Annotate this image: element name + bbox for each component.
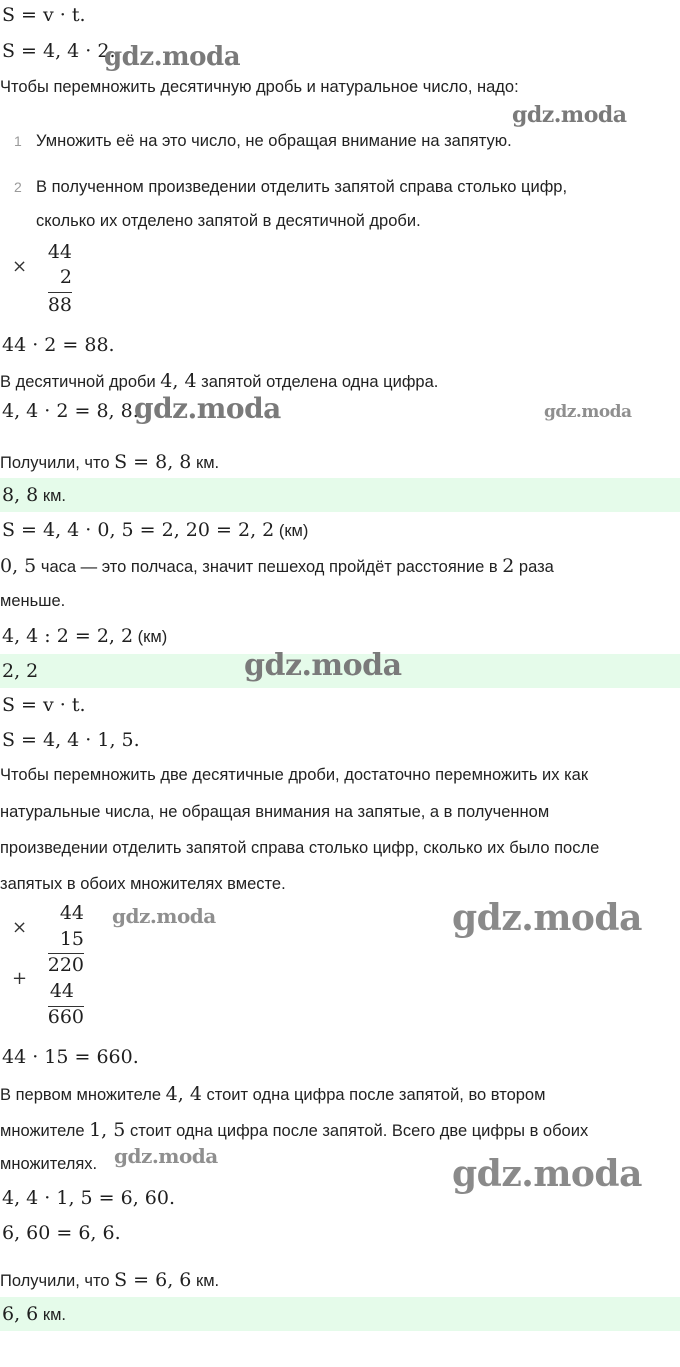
answer-math: 8, 8 (2, 484, 39, 506)
watermark-logo: gdz.moda (512, 102, 627, 128)
watermark-logo: gdz.moda (114, 1144, 218, 1168)
column-result: 660 (47, 1006, 84, 1028)
list-text: Умножить её на это число, не обращая внимание на запятую. (36, 132, 512, 150)
answer-line (2, 1303, 66, 1325)
answer-unit: км. (38, 1306, 66, 1324)
got-unit: км. (191, 454, 220, 472)
got-text: Получили, что (0, 1272, 115, 1290)
column-rule (48, 292, 72, 293)
explain-text: раза (514, 558, 554, 576)
rule-line: произведении отделить запятой справа столько цифр, сколько их было после (0, 839, 600, 857)
got-unit: км. (191, 1272, 220, 1290)
rule-line: запятых в обоих множителях вместе. (0, 875, 286, 893)
note-text: запятой отделена одна цифра. (196, 373, 439, 391)
decimal-result-line: 4, 4 · 1, 5 = 6, 60. (2, 1187, 176, 1209)
column-top: 44 (47, 241, 72, 263)
column-result: 88 (47, 294, 72, 316)
watermark-logo: gdz.moda (544, 402, 632, 422)
answer-box (0, 478, 680, 512)
product-line: 44 · 2 = 88. (2, 334, 115, 356)
answer-box (0, 1297, 680, 1331)
formula-unit: (км) (274, 522, 309, 540)
explain-math: 2 (502, 555, 515, 577)
formula-line (2, 519, 308, 541)
note-text: В первом множителе (0, 1086, 166, 1104)
explain-line (0, 555, 554, 577)
got-text: Получили, что (0, 454, 115, 472)
list-item (14, 178, 567, 197)
rule-text: Чтобы перемножить десятичную дробь и натуральное число, надо: (0, 78, 519, 96)
note-text: множителе (0, 1122, 90, 1140)
got-math: S = 8, 8 (114, 451, 192, 473)
watermark-logo: gdz.moda (452, 1153, 642, 1195)
note-text: В десятичной дроби (0, 373, 161, 391)
watermark-logo: gdz.moda (104, 42, 241, 72)
note-number: 4, 4 (160, 370, 197, 392)
list-item (14, 132, 512, 151)
note-number: 1, 5 (89, 1119, 126, 1141)
multiply-sign: × (12, 917, 28, 938)
formula-line: S = v · t. (2, 694, 86, 716)
got-math: S = 6, 6 (114, 1269, 192, 1291)
division-math: 4, 4 : 2 = 2, 2 (2, 625, 134, 647)
answer-line (2, 484, 66, 506)
formula-line: S = v · t. (2, 4, 86, 26)
plus-sign: + (12, 968, 28, 989)
division-unit: (км) (133, 628, 168, 646)
note-line (0, 370, 438, 392)
list-number: 1 (14, 133, 22, 149)
watermark-logo: gdz.moda (112, 904, 216, 928)
substitution-line: S = 4, 4 · 1, 5. (2, 729, 140, 751)
simplify-line: 6, 60 = 6, 6. (2, 1222, 121, 1244)
note-line (0, 1083, 545, 1105)
column-partial: 44 (49, 980, 74, 1002)
column-bottom: 2 (59, 266, 72, 288)
watermark-logo: gdz.moda (134, 392, 281, 425)
note-line: множителях. (0, 1155, 98, 1173)
product-line: 44 · 15 = 660. (2, 1046, 139, 1068)
watermark-logo: gdz.moda (452, 897, 642, 939)
answer-math: 6, 6 (2, 1303, 39, 1325)
formula-math: S = 4, 4 · 0, 5 = 2, 20 = 2, 2 (2, 519, 275, 541)
rule-line: Чтобы перемножить две десятичные дроби, достаточно перемножить их как (0, 766, 589, 784)
list-text-continued: сколько их отделено запятой в десятичной дроби. (36, 212, 421, 230)
explain-text: часа — это полчаса, значит пешеход пройдёт расстояние в (36, 558, 503, 576)
multiply-sign: × (12, 256, 28, 277)
note-text: стоит одна цифра после запятой. Всего две цифры в обоих (125, 1122, 589, 1140)
list-number: 2 (14, 179, 22, 195)
got-line (0, 1269, 219, 1291)
answer-line: 2, 2 (2, 660, 39, 682)
note-text: стоит одна цифра после запятой, во втором (201, 1086, 546, 1104)
explain-line-continued: меньше. (0, 592, 66, 610)
column-partial: 220 (47, 954, 84, 976)
decimal-result-line: 4, 4 · 2 = 8, 8. (2, 400, 139, 422)
got-line (0, 451, 219, 473)
column-bottom: 15 (59, 928, 84, 950)
note-line (0, 1119, 588, 1141)
note-number: 4, 4 (165, 1083, 202, 1105)
division-line (2, 625, 167, 647)
rule-line: натуральные числа, не обращая внимания на запятые, а в полученном (0, 803, 550, 821)
column-top: 44 (59, 902, 84, 924)
watermark-logo: gdz.moda (244, 648, 402, 683)
answer-unit: км. (38, 487, 66, 505)
explain-math: 0, 5 (0, 555, 37, 577)
substitution-line: S = 4, 4 · 2. (2, 40, 116, 62)
list-text: В полученном произведении отделить запятой справа столько цифр, (36, 178, 568, 196)
